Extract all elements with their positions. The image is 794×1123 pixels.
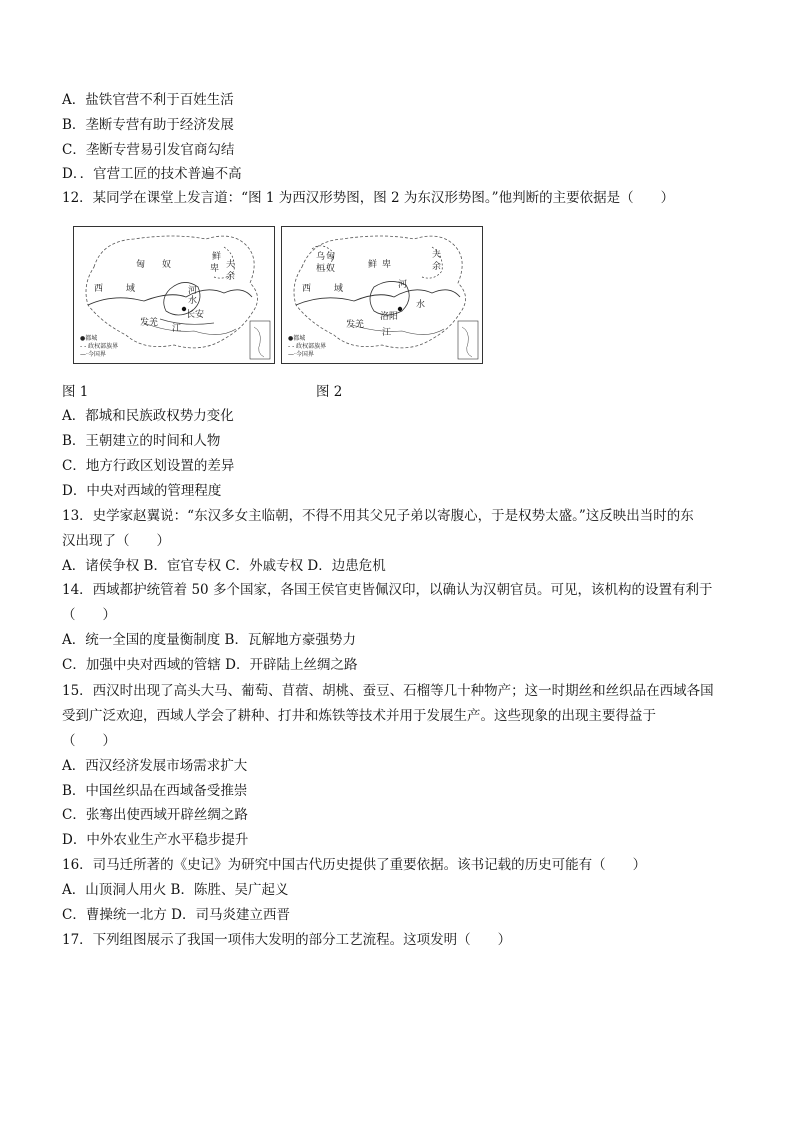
map1-label-nu: 奴 xyxy=(162,260,172,270)
map2-label-bei: 卑 xyxy=(382,260,392,270)
map2-legend-capital: ●都城 xyxy=(288,335,306,342)
q16-options-line2: C．曹操统一北方 D．司马炎建立西晋 xyxy=(62,907,290,923)
q14-stem-line1: 14．西域都护统管着 50 多个国家，各国王侯官吏皆佩汉印，以确认为汉朝官员。可见，该机构的设置有利于 xyxy=(62,582,713,598)
map2-label-xiong: 匈 xyxy=(326,252,336,262)
q15-stem-line3: （ ） xyxy=(62,733,116,749)
eastern-han-map xyxy=(282,227,482,363)
q15-option-d: D．中外农业生产水平稳步提升 xyxy=(62,832,249,848)
q11-option-b: B．垄断专营有助于经济发展 xyxy=(62,117,234,133)
map1-legend-capital: ●都城 xyxy=(80,335,98,342)
q14-options-line1: A．统一全国的度量衡制度 B．瓦解地方豪强势力 xyxy=(62,632,356,648)
q12-option-b: B．王朝建立的时间和人物 xyxy=(62,433,221,449)
map1-label-he: 河 xyxy=(188,286,198,296)
map1-label-yu-region: 域 xyxy=(126,284,136,294)
q11-option-c: C．垄断专营易引发官商勾结 xyxy=(62,142,235,158)
figure-1-caption: 图 1 xyxy=(62,384,89,400)
figure-2-caption: 图 2 xyxy=(316,384,343,400)
map2-label-shui: 水 xyxy=(416,300,426,310)
q15-stem-line1: 15．西汉时出现了高头大马、葡萄、苜蓿、胡桃、蚕豆、石榴等几十种物产；这一时期丝和丝织品在西域各国 xyxy=(62,683,714,699)
map1-label-xian: 鲜 xyxy=(212,252,222,262)
q15-stem-line2: 受到广泛欢迎，西域人学会了耕种、打井和炼铁等技术并用于发展生产。这些现象的出现主要得益于 xyxy=(62,708,656,724)
map-figure-2 xyxy=(281,226,483,364)
map2-label-xian: 鲜 xyxy=(368,260,378,270)
map2-label-jiang: 江 xyxy=(382,328,392,338)
map1-label-shui: 水 xyxy=(188,296,198,306)
map2-label-he: 河 xyxy=(398,280,408,290)
q16-stem: 16．司马迁所著的《史记》为研究中国古代历史提供了重要依据。该书记载的历史可能有（ ） xyxy=(62,857,647,873)
q17-stem: 17．下列组图展示了我国一项伟大发明的部分工艺流程。这项发明（ ） xyxy=(62,932,512,948)
q16-options-line1: A．山顶洞人用火 B．陈胜、吴广起义 xyxy=(62,882,289,898)
q12-option-a: A．都城和民族政权势力变化 xyxy=(62,408,234,424)
map1-label-yu: 余 xyxy=(226,272,236,282)
map2-label-yu: 余 xyxy=(432,262,442,272)
q12-option-c: C．地方行政区划设置的差异 xyxy=(62,458,235,474)
q15-option-b: B．中国丝织品在西域备受推崇 xyxy=(62,783,248,799)
map1-label-xiong: 匈 xyxy=(136,260,146,270)
q12-stem: 12．某同学在课堂上发言道：“图 1 为西汉形势图，图 2 为东汉形势图。”他判断的主要依据是（ ） xyxy=(62,190,675,206)
map1-label-changan: 长安 xyxy=(186,310,205,320)
map1-label-bei: 卑 xyxy=(210,264,220,274)
map2-legend-national: —·今国界 xyxy=(288,351,314,358)
map2-label-faqiang: 发羌 xyxy=(346,320,365,330)
q13-options: A．诸侯争权 B．宦官专权 C．外戚专权 D．边患危机 xyxy=(62,558,386,574)
q13-stem-line1: 13．史学家赵翼说：“东汉多女主临朝，不得不用其父兄子弟以寄腹心，于是权势太盛。”这反映出当时的东 xyxy=(62,508,694,524)
map2-label-luoyang: 洛阳 xyxy=(380,312,399,322)
q12-option-d: D．中央对西域的管理程度 xyxy=(62,483,222,499)
map2-label-wu: 乌 xyxy=(316,252,326,262)
q13-stem-line2: 汉出现了（ ） xyxy=(62,533,170,549)
map2-label-xi: 西 xyxy=(302,284,312,294)
q14-options-line2: C．加强中央对西域的管辖 D．开辟陆上丝绸之路 xyxy=(62,657,358,673)
map2-label-yu-region: 域 xyxy=(334,284,344,294)
map2-label-huan: 桓 xyxy=(316,264,326,274)
map2-label-nu: 奴 xyxy=(326,264,336,274)
q15-option-a: A．西汉经济发展市场需求扩大 xyxy=(62,758,248,774)
map2-legend-border: - - 政权部族界 xyxy=(288,343,327,350)
q11-option-a: A．盐铁官营不利于百姓生活 xyxy=(62,92,234,108)
map1-label-xi: 西 xyxy=(94,284,104,294)
map1-label-fu: 夫 xyxy=(226,260,236,270)
map2-label-fu: 夫 xyxy=(432,250,442,260)
q15-option-c: C．张骞出使西域开辟丝绸之路 xyxy=(62,807,248,823)
map1-legend-border: - - 政权部族界 xyxy=(80,343,119,350)
q11-option-d: D．．官营工匠的技术普遍不高 xyxy=(62,166,242,182)
map1-legend-national: —·今国界 xyxy=(80,351,106,358)
map-figure-1 xyxy=(73,226,275,364)
western-han-map xyxy=(74,227,274,363)
map1-label-jiang: 江 xyxy=(172,324,182,334)
q14-stem-line2: （ ） xyxy=(62,607,116,623)
map1-label-faqiang: 发羌 xyxy=(140,318,159,328)
